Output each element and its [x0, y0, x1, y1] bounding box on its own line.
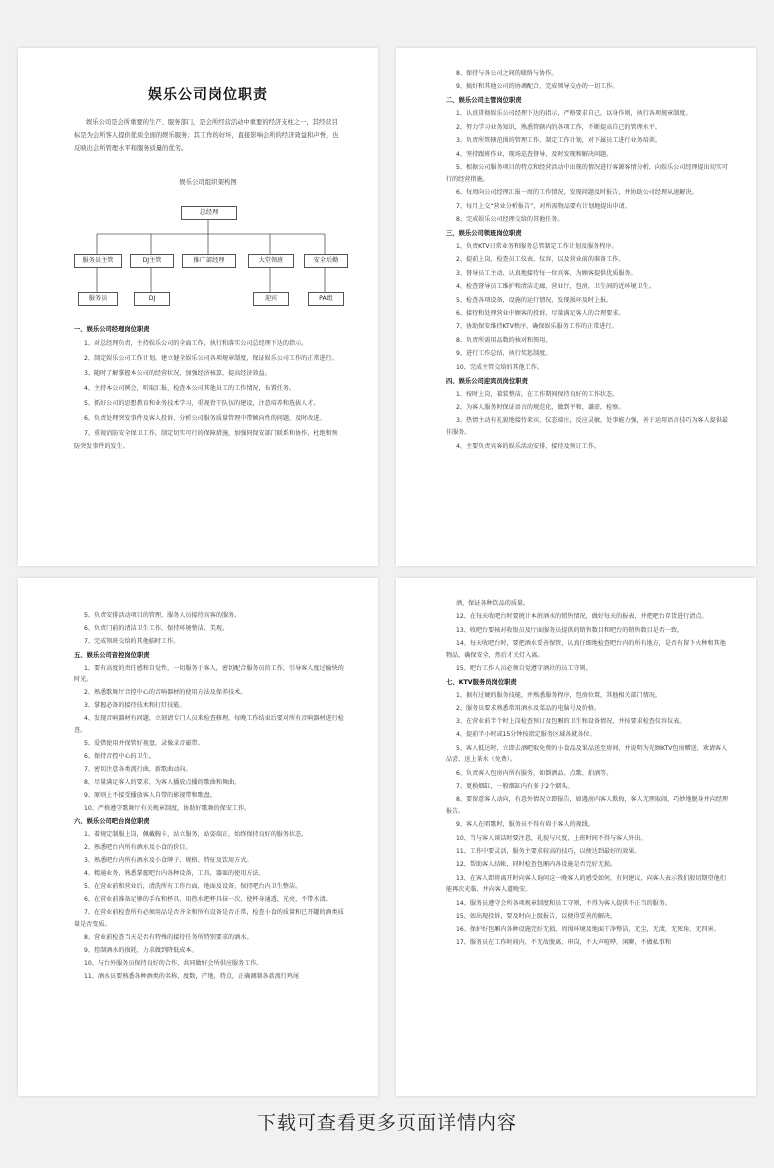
duty-item: 4、发现音响器材有问题，立刻请专门人员来检查修理，每晚工作结束后要对所有音响器材进行检查。 — [74, 715, 344, 734]
duty-item: 1、据有过硬的服务技能，并熟悉服务程序，包房位置，其他相关部门情况。 — [456, 691, 661, 699]
duty-item: 10、与台外服务员保持良好的合作，共同做好会所供应服务工作。 — [84, 959, 263, 967]
duty-item: 12、在每天收吧台时要统计本班酒水的销售情况，做好每天的报表，并把吧台存货进行清点。 — [456, 613, 708, 621]
duty-item: 4、主要负责宾客的娱乐活动安排，接待及预订工作。 — [456, 442, 601, 450]
duty-item: 17、服务员在工作时间内，不无故脱离，串岗，不大声喧哗，闲聊，不做私事和 — [456, 939, 671, 947]
duty-item: 8、营业前检查当天是否有特殊的接待任务所特别要求的酒水。 — [84, 933, 253, 941]
page-3-content — [74, 610, 348, 984]
section-heading: 五、娱乐公司音控岗位职责 — [74, 651, 150, 659]
duty-item: 9、客人在唱歌时，服务员不得有碍于客人的视线。 — [456, 821, 594, 829]
duty-item: 6、在营业前准备足够的手布和杯具，用热水把杯具抹一次，使杯身通透，光亮，不带水渍。 — [84, 896, 332, 904]
duty-item: 8、尽量满足客人的要求，为客人播放点播的歌曲和舞曲。 — [84, 778, 241, 786]
duty-item: 8、要留意客人动向，有意外情况立即报告，如遇房内客人欺侮，客人无理取闹，巧妙地脱身并向经理报告。 — [446, 796, 729, 816]
duty-item: 8、保持与各公司之间的联络与协作。 — [456, 70, 558, 77]
duty-item: 9、进行工作总结，执行奖惩制度。 — [456, 350, 552, 358]
section-heading: 七、KTV服务员岗位职责 — [446, 678, 517, 686]
document-page-3 — [18, 578, 378, 1096]
duty-item: 5、在营业前和营业后，清洗所有工作台面，地面及设备，保持吧台内卫生整洁。 — [84, 883, 302, 891]
duty-item: 12、帮助客人结帐，同时检查包厢内各设施是否完好无损。 — [456, 861, 617, 869]
duty-item: 1、负责KTV日常业务和服务总管制定工作计划及服务程序。 — [456, 242, 618, 250]
duty-item: 7、更换烟缸，一般烟缸内有多于2个烟头。 — [456, 783, 574, 791]
org-node-general-manager: 总经理 — [181, 206, 237, 220]
duty-item: 2、努力学习业务知识，熟悉管辖内的各项工作，不断提高自己的管理水平。 — [456, 123, 661, 131]
org-node-promotion-manager: 推广部经理 — [182, 254, 236, 268]
duty-item: 4、坚持跟班作业，现场巡查督导，及时发现和解决问题。 — [456, 150, 613, 158]
duty-item: 4、主持本公司例会，听取汇报，检查本公司其他员工的工作情况，布置任务。 — [84, 385, 296, 392]
duty-item: 1、着规定制服上岗，佩戴胸卡，站立服务，站姿端正，始终保持良好的服务状态。 — [84, 831, 308, 839]
duty-item: 7、完成领班交给的其他临时工作。 — [84, 637, 180, 645]
duty-item: 7、在营业前检查所有必须用品是否齐全和所有设备是否正常，检查小食的质量和已开罐的酒类质量是否变质。 — [74, 909, 344, 928]
page-title: 娱乐公司岗位职责 — [148, 87, 268, 103]
duty-item: 3、随时了解掌握本公司的经营状况，加强经济核算，提高经济效益。 — [84, 370, 271, 377]
duty-item: 4、提前半小时或15分钟按指定服务区域各就各位。 — [456, 731, 596, 739]
org-chart — [74, 194, 342, 312]
org-chart-title: 娱乐公司组织架构图 — [179, 178, 237, 186]
intro-paragraph: 娱乐公司是会所重要的生产、服务部门，是会所经营活动中重要的经济支柱之一，其经营目标是为会所客人提供优质全面的娱乐服务；其工作的好坏，直接影响会所的经济效益和声誉，也反映出会所管理水平和服务质量的优劣。 — [74, 119, 339, 152]
duty-item: 3、在营业前半个时上岗检查预订及包厢的卫生和设备情况，并按要求检查仪容仪表。 — [456, 718, 686, 726]
duty-item: 4、精通业务，熟悉掌握吧台内各种设备，工具，器皿的使用方法。 — [84, 870, 265, 878]
duty-item: 6、负责门前的清洁卫生工作，保持环境整洁、美观。 — [84, 624, 229, 632]
duty-item: 3、督导员工主动、认真地接待每一位宾客，为顾客提供优质服务。 — [456, 269, 637, 277]
duty-item: 13、收吧台要核对收银员及厅面服务员提供的销售数目和吧台的销售数目是否一致。 — [456, 626, 684, 634]
duty-item: 2、为客人服务时保证语言的规范化，做到平和、谦虚，检察。 — [456, 403, 625, 411]
document-page-1 — [18, 48, 378, 566]
duty-item: 6、负责处理突发事件及客人投诉，分析公司服务质量管理中带倾向性的问题，及时改进。 — [84, 415, 326, 422]
duty-item: 10、完成主管交给的其他工作。 — [456, 363, 543, 371]
document-page-4 — [396, 578, 756, 1096]
org-node-service-supervisor: 服务员主管 — [74, 254, 122, 268]
duty-item: 16、保护好包厢内各种设施完好无损，周围环境及地面干净整洁，无尘，无渍，无死角，无四害。 — [456, 926, 720, 934]
duty-item: 10、严格遵守歌舞厅有关规章制度，协助好歌舞的保安工作。 — [84, 804, 251, 812]
duty-item: 2、提前上岗，检查员工仪表、仪容，以及营业前的准备工作。 — [456, 256, 625, 264]
duty-item: 6、负责客人包房内所有服务，如倒洒品、点歌、拍酒等。 — [456, 769, 613, 777]
org-node-pa-team: PA组 — [308, 292, 344, 306]
duty-item: 3、负责所管辖范围的管理工作，制定工作计划，对下属员工进行业务培训。 — [456, 137, 661, 145]
duty-item: 15、如出现投诉，要及时向上级报告，以便得妥善的解决。 — [456, 912, 617, 920]
duty-item: 9、原则上不接受播放客人自带的影视带和歌盘。 — [84, 791, 216, 799]
duty-item: 8、完成娱乐公司经理交给的其他任务。 — [456, 216, 564, 224]
duty-item: 10、当与客人谈话时要注意，礼貌与尺度，上班时间不得与客人外出。 — [456, 834, 647, 842]
duty-item: 7、每月上交“营业分析报告”，对所需物品要有计划地提出申请。 — [456, 202, 631, 210]
duty-item: 14、服务员遵守会所各项规章制度和员工守则，不得为客人提供不正当的服务。 — [456, 899, 671, 907]
section-heading: 一、娱乐公司经理岗位职责 — [74, 326, 150, 333]
duty-item: 14、每天收吧台时，要把酒水妥善保管，认真仔细地检查吧台内的所有地方，是否有留下火种和其他物品，确保安全，然后才关灯入离。 — [446, 639, 726, 659]
duty-item: 11、工作中要灵活，服务主要求较高的技巧，以便达到最好的效果。 — [456, 847, 641, 855]
duty-item: 9、控制酒水的损耗，力求做到降低成本。 — [84, 946, 198, 954]
download-more-footer[interactable]: 下载可查看更多页面详情内容 — [256, 1112, 517, 1134]
section-heading: 四、娱乐公司迎宾员岗位职责 — [446, 377, 528, 385]
duty-item: 2、服务员要求熟悉常用酒水及菜品的电脑号及价格。 — [456, 704, 601, 712]
duty-item: 8、负责所需用品数的核对和领用。 — [456, 336, 552, 344]
duty-item: 3、掌握必备的接待技术和打灯技能。 — [84, 702, 186, 710]
duty-item: 6、保持音控中心的卫生。 — [84, 752, 155, 760]
org-node-greeter: 迎宾 — [253, 292, 289, 306]
section-heading: 三、娱乐公司领班岗位职责 — [446, 229, 522, 237]
duty-item: 5、客人抵达时，立即去酒吧取免费的小食品及果品送至房间，并说明为光顾KTV包房赠送，欢请客人品尝，送上茶水（免费）。 — [446, 744, 728, 764]
duty-item: 4、检查督导员工维护和清洁走廊，营业厅，包房，卫生间的近环境卫生。 — [456, 283, 655, 291]
duty-item: 5、根据公司服务项目的特点和经营活动中出现的情况进行客源客情分析，向娱乐公司经理提出切实可行的经营措施。 — [446, 163, 729, 183]
org-node-dj-supervisor: DJ主管 — [130, 254, 174, 268]
duty-item: 2、熟悉吧台内所有酒水及小食的价目。 — [84, 844, 192, 852]
duty-item: 1、对总经理负责，主持娱乐公司的全面工作，执行和落实公司总经理下达的指示。 — [84, 340, 308, 347]
org-node-dj: DJ — [134, 292, 170, 306]
duty-item: 6、每周向公司经理汇报一周的工作情况，发现问题及时报告，并协助公司经理从速解决。 — [456, 189, 698, 197]
duty-item: 5、抓好公司的思想教育和业务技术学习，重视骨干队伍的建设，注意培养和选拔人才。 — [84, 400, 320, 407]
duty-item: 5、检查各项设备，设施的运行情况，发现损坏及时上报。 — [456, 296, 613, 304]
duty-item: 3、热情主动有礼貌地接待来宾，仪态端庄，反应灵敏，处事能力强，善于运用语言技巧为客人提供最佳服务。 — [446, 417, 729, 437]
org-node-waiter: 服务员 — [78, 292, 118, 306]
duty-item: 3、熟悉吧台内所有酒水及小食牌子、规格、特征及饮用方式。 — [84, 857, 253, 865]
duty-item: 7、重视消防安全保卫工作，制定切实可行的保障措施，加强同保安部门联系和协作，杜绝和预防突发事件的发生。 — [74, 430, 338, 450]
org-node-security-logistics: 安全后勤 — [304, 254, 348, 268]
section-heading: 六、娱乐公司吧台岗位职责 — [74, 818, 150, 826]
duty-item: 酒，保证各种饮品的质量。 — [456, 600, 530, 607]
duty-item: 1、按时上岗，着装整洁，在工作期间保持良好的工作状态。 — [456, 390, 619, 398]
document-page-2 — [396, 48, 756, 566]
duty-item: 1、认真贯彻娱乐公司经理下达的指示，严格要求自己，以身作则，执行各项规章制度。 — [456, 110, 692, 118]
duty-item: 6、接待和处理营业中顾客的投诉，尽量满足客人的合理要求。 — [456, 310, 625, 317]
duty-item: 2、熟悉歌舞厅音控中心的音响器材的使用方法及保养技术。 — [84, 689, 247, 697]
duty-item: 15、吧台工作人员必须自觉遵守酒社的员工守则。 — [456, 664, 592, 672]
duty-item: 5、负责安排活动项目的管理，服务人员接待宾客的服务。 — [84, 612, 241, 619]
org-node-lobby-captain: 大堂领班 — [248, 254, 294, 268]
duty-item: 5、爱惜使用并保管好视盘，录像录音磁带。 — [84, 739, 204, 747]
duty-item: 11、酒水员要熟悉各种酒类的名称，度数，产地，特点，正确调制各款流行鸡尾 — [84, 972, 299, 980]
page-2-content — [446, 68, 728, 454]
duty-item: 13、在客人即将离开时向客人询问这一晚客人的感受如何，有何建议，向客人表示我们殷切期望他们能再次光临，并向客人道晚安。 — [446, 874, 726, 894]
duty-item: 9、搞好和其他公司的协调配合，完成领导交办的一切工作。 — [456, 83, 619, 91]
section-heading: 二、娱乐公司主管岗位职责 — [446, 97, 522, 105]
duty-item: 7、协助保安维持KTV秩序，确保娱乐服务工作的正常进行。 — [456, 323, 618, 331]
page-4-content — [446, 598, 728, 951]
duty-item: 1、要有高度的责任感和自觉性，一切服务于客人，密切配合服务员的工作，引导客人度过愉快的时光。 — [74, 664, 344, 684]
duty-item: 2、制定娱乐公司工作计划，建立健全娱乐公司各项规章制度，保证娱乐公司工作的正常进行。 — [84, 355, 338, 362]
duty-item: 7、密切注意各类流行曲，新歌曲动向。 — [84, 765, 192, 773]
